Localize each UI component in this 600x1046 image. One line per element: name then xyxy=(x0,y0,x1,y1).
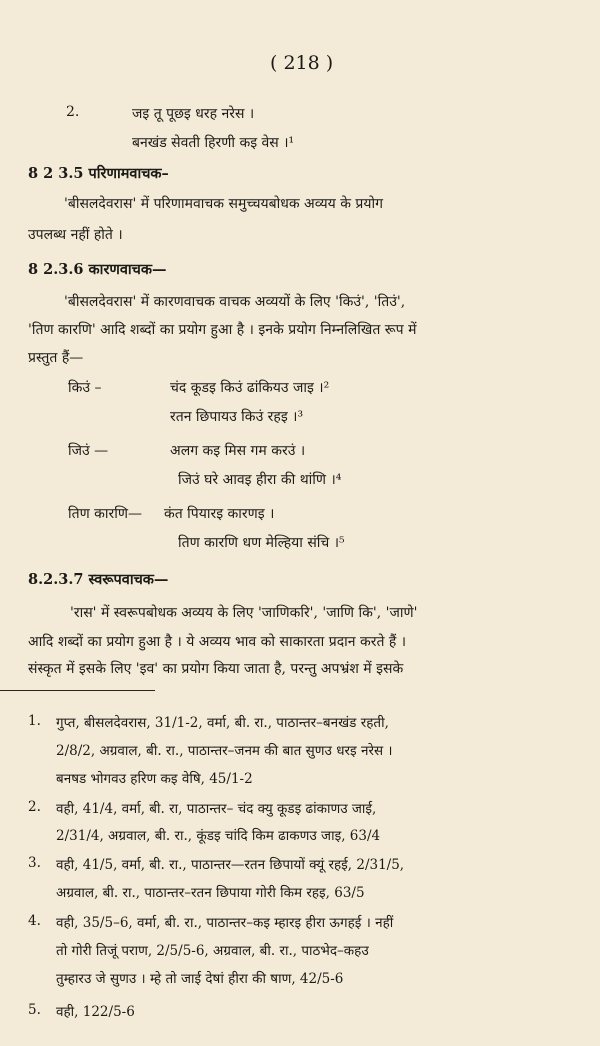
example-label: तिण कारणि— xyxy=(68,506,143,522)
section-heading: 8 2.3.6 कारणवाचक— xyxy=(28,261,167,278)
example-label: जिउं — xyxy=(68,443,109,459)
page-number: ( 218 ) xyxy=(270,52,334,74)
example-line: तिण कारणि धण मेल्हिया संचि ।⁵ xyxy=(178,535,345,551)
paragraph-line: 'रास' में स्वरूपबोधक अव्यय के लिए 'जाणिकरि', 'जाणि कि', 'जाणे' xyxy=(70,605,418,621)
example-line: कंत पियारइ कारणइ । xyxy=(164,506,275,522)
verse-line: जइ तू पूछइ धरह नरेस । xyxy=(132,106,255,122)
example-line: रतन छिपायउ किउं रहइ ।³ xyxy=(170,409,304,425)
footnote-line: वही, 122/5-6 xyxy=(56,1004,135,1020)
example-line: चंद कूडइ किउं ढांकियउ जाइ ।² xyxy=(170,380,330,396)
footnote-line: वही, 35/5–6, वर्मा, बी. रा., पाठान्तर–कइ म्हारइ हीरा ऊगहई । नहीं xyxy=(56,915,394,931)
footnote-line: तुम्हारउ जे सुणउ । म्हे तो जाई देषां हीरा की षाण, 42/5-6 xyxy=(56,971,344,987)
footnote-line: अग्रवाल, बी. रा., पाठान्तर–रतन छिपाया गोरी किम रहइ, 63/5 xyxy=(56,885,365,901)
footnote-line: वही, 41/4, वर्मा, बी. रा, पाठान्तर– चंद क्यु कूडइ ढांकाणउ जाई, xyxy=(56,801,377,817)
paragraph-line: 'तिण कारणि' आदि शब्दों का प्रयोग हुआ है । इनके प्रयोग निम्नलिखित रूप में xyxy=(28,322,417,338)
paragraph-line: आदि शब्दों का प्रयोग हुआ है । ये अव्यय भाव को साकारता प्रदान करते हैं । xyxy=(28,634,407,650)
paragraph-line: प्रस्तुत हैं— xyxy=(28,350,84,366)
footnote-line: बनषड भोगवउ हरिण कइ वेषि, 45/1-2 xyxy=(56,771,253,787)
paragraph-line: 'बीसलदेवरास' में परिणामवाचक समुच्चयबोधक अव्यय के प्रयोग xyxy=(64,196,384,212)
section-heading: 8.2.3.7 स्वरूपवाचक— xyxy=(28,571,169,588)
verse-number: 2. xyxy=(66,104,80,120)
paragraph-line: 'बीसलदेवरास' में कारणवाचक वाचक अव्ययों के लिए 'किउं', 'तिउं', xyxy=(64,294,406,310)
footnote-line: 2/31/4, अग्रवाल, बी. रा., कूंडइ चांदि किम ढाकणउ जाइ, 63/4 xyxy=(56,828,381,844)
footnote-divider xyxy=(0,690,155,691)
example-label: किउं – xyxy=(68,380,102,396)
paragraph-line: उपलब्ध नहीं होते । xyxy=(28,227,123,243)
footnote-number: 5. xyxy=(28,1002,41,1018)
paragraph-line: संस्कृत में इसके लिए 'इव' का प्रयोग किया जाता है, परन्तु अपभ्रंश में इसके xyxy=(28,661,404,677)
footnote-line: वही, 41/5, वर्मा, बी. रा., पाठान्तर—रतन छिपायों क्यूं रहई, 2/31/5, xyxy=(56,857,405,873)
footnote-number: 1. xyxy=(28,713,41,729)
verse-line: बनखंड सेवती हिरणी कइ वेस ।¹ xyxy=(132,135,295,151)
footnote-line: तो गोरी तिजूं पराण, 2/5/5-6, अग्रवाल, बी. रा., पाठभेद–कहउ xyxy=(56,943,369,959)
example-line: जिउं घरे आवइ हीरा की थांणि ।⁴ xyxy=(178,472,342,488)
section-heading: 8 2 3.5 परिणामवाचक– xyxy=(28,165,169,182)
footnote-number: 2. xyxy=(28,799,41,815)
footnote-line: गुप्त, बीसलदेवरास, 31/1-2, वर्मा, बी. रा., पाठान्तर–बनखंड रहती, xyxy=(56,715,389,731)
footnote-line: 2/8/2, अग्रवाल, बी. रा., पाठान्तर–जनम की बात सुणउ धरइ नरेस । xyxy=(56,743,393,759)
footnote-number: 4. xyxy=(28,913,41,929)
example-line: अलग कइ मिस गम करउं । xyxy=(170,443,306,459)
footnote-number: 3. xyxy=(28,855,41,871)
